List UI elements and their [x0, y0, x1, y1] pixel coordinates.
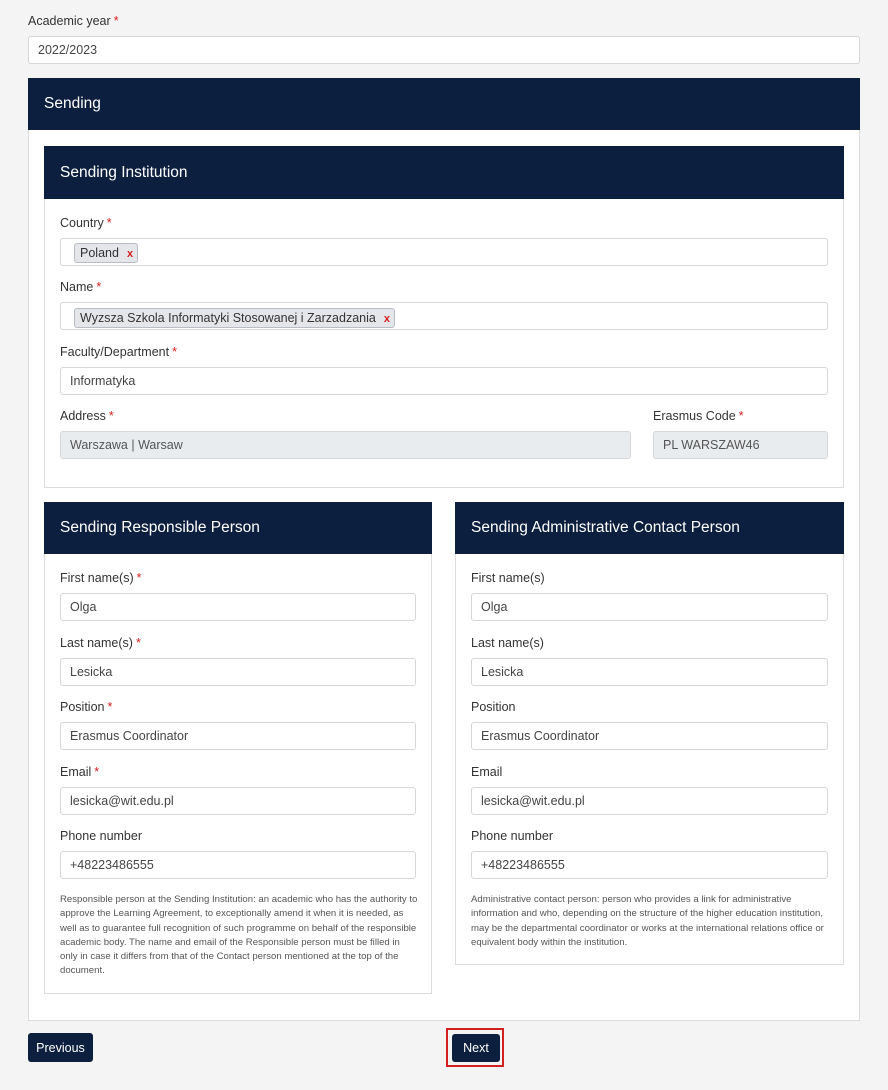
remove-country-icon[interactable]: x	[126, 248, 134, 260]
admin-contact-help-text: Administrative contact person: person who provides a link for administrative information and who, depending on the structure of the higher education institution, may be the departmental coordinator or works at the international relations office or equivalent body within the institution.	[471, 894, 824, 948]
resp-first-name-field[interactable]	[60, 593, 416, 621]
address-label: Address *	[60, 409, 114, 423]
admin-first-name-label: First name(s)	[471, 571, 545, 585]
previous-button[interactable]: Previous	[28, 1033, 93, 1062]
admin-contact-title: Sending Administrative Contact Person	[455, 502, 844, 554]
admin-position-label: Position	[471, 700, 516, 714]
resp-phone-field[interactable]	[60, 851, 416, 879]
admin-phone-field[interactable]	[471, 851, 828, 879]
responsible-person-help-text: Responsible person at the Sending Institution: an academic who has the authority to approve the Learning Agreement, to exceptionally amend it when it is needed, as well as to guarantee full recognition of such programme on behalf of the responsible academic body. The name and email of the Responsible person must be filled in only in case it differs from that of the Contact person mentioned at the top of the document.	[60, 894, 418, 977]
resp-position-label: Position *	[60, 700, 113, 714]
admin-email-field[interactable]	[471, 787, 828, 815]
institution-name-tag	[74, 308, 395, 328]
admin-phone-label: Phone number	[471, 829, 554, 843]
country-label: Country *	[60, 216, 112, 230]
country-tag-label: Poland	[80, 246, 119, 260]
sending-title: Sending	[28, 78, 860, 130]
admin-last-name-field[interactable]	[471, 658, 828, 686]
resp-last-name-label: Last name(s) *	[60, 636, 141, 650]
erasmus-code-label: Erasmus Code *	[653, 409, 744, 423]
country-select[interactable]	[60, 238, 828, 266]
resp-phone-label: Phone number	[60, 829, 143, 843]
academic-year-field[interactable]	[28, 36, 860, 64]
erasmus-code-field	[653, 431, 828, 459]
remove-institution-icon[interactable]: x	[383, 313, 390, 325]
resp-position-field[interactable]	[60, 722, 416, 750]
admin-first-name-field[interactable]	[471, 593, 828, 621]
resp-first-name-label: First name(s) *	[60, 571, 142, 585]
responsible-person-title: Sending Responsible Person	[44, 502, 432, 554]
sending-institution-title: Sending Institution	[44, 146, 844, 199]
name-label: Name *	[60, 280, 102, 294]
country-tag	[74, 243, 138, 263]
academic-year-label: Academic year *	[28, 14, 119, 28]
next-button[interactable]: Next	[452, 1034, 500, 1062]
resp-email-field[interactable]	[60, 787, 416, 815]
admin-position-field[interactable]	[471, 722, 828, 750]
resp-last-name-field[interactable]	[60, 658, 416, 686]
faculty-label: Faculty/Department *	[60, 345, 177, 359]
address-field	[60, 431, 631, 459]
institution-name-tag-label: Wyzsza Szkola Informatyki Stosowanej i Zarzadzania	[80, 311, 376, 325]
admin-email-label: Email	[471, 765, 503, 779]
admin-last-name-label: Last name(s)	[471, 636, 544, 650]
resp-email-label: Email *	[60, 765, 100, 779]
faculty-field[interactable]	[60, 367, 828, 395]
